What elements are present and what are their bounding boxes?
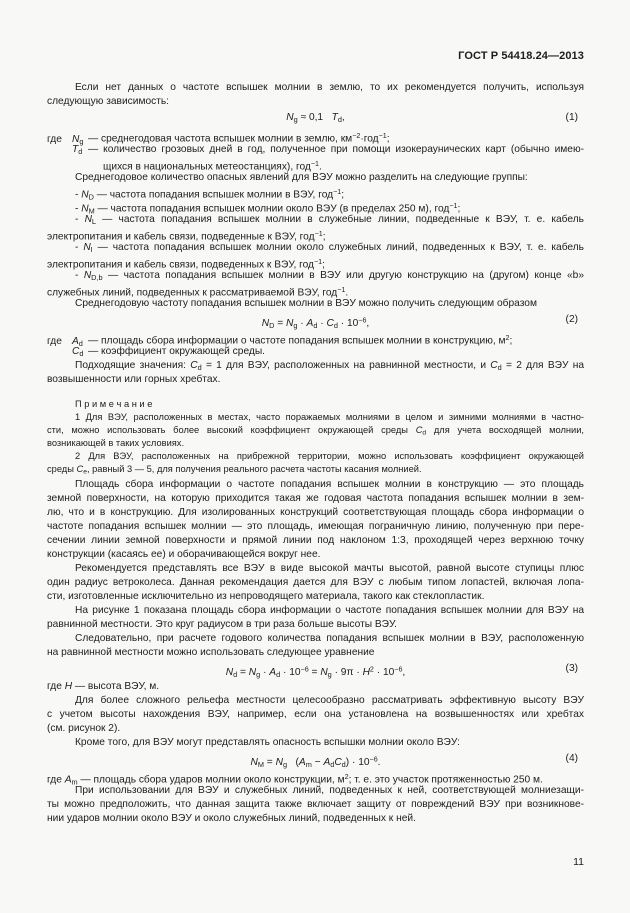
text-run: (см. рисунок 2). bbox=[47, 723, 121, 734]
text-run: , bbox=[402, 666, 406, 678]
subscript: g bbox=[256, 669, 261, 679]
text-run: - bbox=[75, 214, 85, 225]
formula-expression bbox=[226, 667, 406, 678]
math-symbol: N bbox=[72, 133, 80, 145]
formula-number: (1) bbox=[565, 112, 578, 123]
math-symbol: N bbox=[81, 203, 89, 215]
superscript: −1 bbox=[314, 230, 323, 238]
paragraph bbox=[47, 297, 584, 311]
text-run: · bbox=[260, 666, 270, 678]
text-line bbox=[47, 411, 584, 424]
text-run: сти, можно использовать более высокий коэффициент окружающей среды bbox=[47, 425, 416, 435]
superscript: −2 bbox=[352, 132, 361, 140]
text-line bbox=[47, 95, 584, 109]
text-run: · 9π · bbox=[331, 666, 363, 678]
text-line bbox=[47, 255, 584, 269]
math-symbol: T bbox=[72, 144, 79, 155]
text-line bbox=[47, 129, 584, 146]
text-line bbox=[47, 359, 584, 373]
subscript: d bbox=[337, 114, 342, 124]
text-run: Следовательно, при расчете годового количества попадания вспышек молнии в ВЭУ, расположенную bbox=[75, 633, 584, 644]
text-line bbox=[47, 283, 584, 297]
text-line bbox=[47, 373, 584, 387]
text-run: ; bbox=[322, 231, 326, 243]
math-symbol: A bbox=[298, 756, 306, 768]
math-symbol: N bbox=[286, 112, 294, 123]
text-run: - bbox=[75, 189, 82, 201]
paragraph bbox=[47, 770, 584, 787]
math-symbol: C bbox=[190, 360, 198, 371]
math-symbol: A bbox=[269, 666, 277, 678]
text-run: — количество грозовых дней в год, полученное при помощи изокераунических карт (обычно имею- bbox=[88, 144, 584, 155]
formula-number: (4) bbox=[565, 753, 578, 764]
text-line bbox=[47, 784, 584, 798]
paragraph bbox=[47, 694, 584, 736]
paragraph bbox=[47, 784, 584, 826]
superscript: −1 bbox=[310, 160, 319, 168]
text-run: На рисунке 1 показана площадь сбора информации о частоте попадания вспышек молнии для ВЭУ на bbox=[75, 605, 584, 616]
subscript: d bbox=[497, 362, 502, 372]
text-run: · 10 bbox=[280, 666, 301, 678]
paragraph bbox=[47, 562, 584, 604]
text-line bbox=[47, 157, 584, 171]
subscript: D bbox=[269, 320, 275, 330]
math-symbol: N bbox=[83, 270, 92, 281]
subscript: d bbox=[313, 320, 318, 330]
text-line bbox=[47, 506, 584, 520]
paragraph bbox=[47, 680, 584, 694]
subscript: g bbox=[293, 320, 298, 330]
text-line bbox=[47, 632, 584, 646]
text-run: Площадь сбора информации о частоте попадания вспышек молнии в конструкцию — это площадь bbox=[75, 479, 584, 490]
subscript: d bbox=[78, 338, 83, 348]
note-paragraph bbox=[47, 411, 584, 450]
text-run: · 10 bbox=[373, 666, 395, 678]
formula-expression bbox=[262, 318, 370, 329]
math-symbol: A bbox=[64, 774, 72, 786]
text-run: для учета восходящей молнии, bbox=[426, 425, 584, 435]
superscript: −1 bbox=[449, 202, 458, 210]
formula bbox=[47, 313, 584, 330]
text-run: - bbox=[75, 203, 82, 215]
math-symbol: T bbox=[331, 112, 338, 123]
text-run: где bbox=[47, 774, 65, 786]
math-symbol: A bbox=[323, 756, 331, 768]
superscript: −1 bbox=[313, 258, 323, 266]
math-symbol: N bbox=[286, 317, 294, 329]
superscript: −1 bbox=[337, 286, 346, 294]
paragraph bbox=[47, 241, 584, 269]
text-line bbox=[47, 463, 584, 476]
text-run: Среднегодовое количество опасных явлений для ВЭУ можно разделить на следующие группы: bbox=[75, 172, 528, 183]
text-run: = 1 для ВЭУ, расположенных на равнинной местности, и bbox=[201, 360, 491, 371]
subscript: m bbox=[71, 777, 78, 787]
text-run: ; bbox=[509, 335, 513, 347]
text-run: ; т. е. это участок протяженностью 250 м. bbox=[348, 774, 543, 786]
text-run: . bbox=[318, 161, 322, 173]
text-run: ; bbox=[322, 259, 325, 271]
superscript: −1 bbox=[333, 188, 342, 196]
text-run: — частота попадания вспышек молнии около ВЭУ (в пределах 250 м), год bbox=[94, 203, 450, 215]
text-run: — частота попадания вспышек молнии в служебные линии, подведенные к ВЭУ, т. е. кабель bbox=[96, 214, 584, 225]
formula bbox=[47, 662, 584, 679]
superscript: 2 bbox=[344, 773, 349, 781]
text-run: ; bbox=[341, 189, 345, 201]
text-line bbox=[47, 227, 584, 241]
subscript: g bbox=[79, 136, 84, 146]
defined-symbol bbox=[72, 143, 88, 159]
subscript: d bbox=[79, 348, 84, 358]
text-run: . bbox=[377, 756, 381, 768]
document-body bbox=[47, 81, 584, 826]
text-line bbox=[47, 646, 584, 660]
paragraph bbox=[47, 478, 584, 562]
text-run: Среднегодовую частоту попадания вспышек молнии в ВЭУ можно получить следующим образом bbox=[75, 298, 537, 309]
math-symbol: N bbox=[84, 214, 92, 225]
text-run: = bbox=[263, 756, 276, 768]
math-symbol: A bbox=[306, 317, 314, 329]
text-line bbox=[47, 520, 584, 534]
text-run: где bbox=[47, 681, 65, 692]
text-run: возвышенности или горных хребтах. bbox=[47, 374, 221, 385]
text-line bbox=[47, 722, 584, 736]
superscript: −6 bbox=[358, 316, 367, 324]
text-run: Для более сложного рельефа местности целесообразно рассматривать эффективную высоту ВЭУ bbox=[75, 695, 584, 706]
text-run: на равнинной местности можно использовать следующее уравнение bbox=[47, 647, 375, 658]
text-run: — среднегодовая частота вспышек молнии в землю, км bbox=[88, 133, 353, 145]
text-run: . bbox=[345, 287, 349, 299]
subscript: d bbox=[422, 429, 427, 437]
text-line bbox=[47, 770, 584, 787]
text-line bbox=[47, 798, 584, 812]
text-run: ( bbox=[287, 756, 299, 768]
superscript: 2 bbox=[369, 665, 374, 673]
formula-expression bbox=[250, 757, 380, 768]
text-line bbox=[47, 185, 584, 202]
text-line bbox=[47, 534, 584, 548]
paragraph bbox=[47, 171, 584, 185]
text-line bbox=[47, 81, 584, 95]
paragraph bbox=[47, 81, 584, 109]
text-line bbox=[47, 492, 584, 506]
text-line bbox=[47, 345, 584, 359]
math-symbol: C bbox=[415, 425, 423, 435]
note-paragraph bbox=[47, 450, 584, 476]
text-run: конструкции (касаясь ее) и оборачивающейся вокруг нее. bbox=[47, 549, 321, 560]
where-clause bbox=[47, 143, 584, 171]
text-line bbox=[47, 424, 584, 437]
where-clause bbox=[47, 129, 584, 146]
where-label: где bbox=[47, 133, 62, 145]
subscript: D bbox=[88, 192, 94, 202]
superscript: −6 bbox=[369, 755, 378, 763]
text-line bbox=[47, 604, 584, 618]
text-run: ты можно предположить, что данная защита также включает защиту от повреждений ВЭУ при возникнове- bbox=[47, 799, 584, 810]
text-run: следующую зависимость: bbox=[47, 96, 170, 107]
text-line bbox=[47, 437, 584, 450]
superscript: −6 bbox=[394, 665, 403, 673]
math-symbol: N bbox=[83, 242, 91, 253]
paragraph bbox=[47, 604, 584, 632]
paragraph bbox=[47, 632, 584, 660]
text-run: · bbox=[317, 317, 327, 329]
text-line bbox=[47, 812, 584, 826]
text-run: — коэффициент окружающей среды. bbox=[88, 346, 265, 357]
subscript: M bbox=[88, 206, 95, 216]
subscript: d bbox=[78, 146, 83, 156]
text-line bbox=[47, 331, 584, 348]
text-run: 2 Для ВЭУ, расположенных на прибрежной территории, можно использовать коэффициент окружающей bbox=[75, 451, 584, 461]
subscript: g bbox=[293, 114, 298, 124]
subscript: d bbox=[233, 669, 238, 679]
where-clause bbox=[47, 345, 584, 359]
subscript: I bbox=[90, 244, 93, 254]
text-run: электропитания и кабель связи, подведенных к ВЭУ, год bbox=[47, 259, 314, 271]
text-run: земной поверхности, на которую приходится такая же годовая частота попадания вспышек молнии в зем- bbox=[47, 493, 584, 504]
text-run: - bbox=[75, 270, 84, 281]
text-run: равнинной местности. Это круг радиусом в три раза больше высоты ВЭУ. bbox=[47, 619, 397, 630]
text-run: = bbox=[308, 666, 321, 678]
text-run: · bbox=[297, 317, 307, 329]
subscript: g bbox=[327, 669, 332, 679]
text-run: = bbox=[274, 317, 287, 329]
text-run: нии ударов молнии около ВЭУ и около служебных линий, подведенных к ней. bbox=[47, 813, 416, 824]
text-line bbox=[47, 171, 584, 185]
text-line bbox=[47, 708, 584, 722]
superscript: 2 bbox=[505, 334, 510, 342]
text-run: При использовании для ВЭУ и служебных линий, подведенных к ней, соответствующей молниезащи- bbox=[75, 785, 584, 796]
paragraph bbox=[47, 213, 584, 241]
math-symbol: A bbox=[72, 335, 79, 347]
text-run: - bbox=[75, 242, 84, 253]
text-run: , bbox=[341, 112, 345, 123]
math-symbol: C bbox=[326, 317, 334, 329]
document-header: ГОСТ Р 54418.24—2013 bbox=[458, 50, 584, 62]
text-run: · 10 bbox=[337, 317, 359, 329]
text-run: − bbox=[311, 756, 324, 768]
text-line bbox=[47, 694, 584, 708]
formula bbox=[47, 111, 584, 125]
text-line bbox=[47, 143, 584, 157]
math-symbol: N bbox=[81, 189, 89, 201]
text-run: ) · 10 bbox=[345, 756, 370, 768]
text-line bbox=[47, 450, 584, 463]
text-run: служебных линий, подведенных к рассматриваемой ВЭУ, год bbox=[47, 287, 338, 299]
math-symbol: N bbox=[225, 666, 234, 678]
math-symbol: C bbox=[490, 360, 498, 371]
text-run: , равный 3 — 5, для получения реального расчета частоты касания молнией. bbox=[86, 464, 422, 474]
formula bbox=[47, 752, 584, 769]
math-symbol: H bbox=[362, 666, 370, 678]
text-run: частоте попадания вспышек молнии — это площадь, имеющая пограничную линию, полученную при пере- bbox=[47, 521, 584, 532]
subscript: d bbox=[276, 669, 281, 679]
page-number: 11 bbox=[573, 856, 584, 868]
text-run: Если нет данных о частоте вспышек молнии в землю, то их рекомендуется получить, используя bbox=[75, 82, 584, 93]
text-run: — высота ВЭУ, м. bbox=[72, 681, 160, 692]
where-clause bbox=[47, 331, 584, 348]
text-line bbox=[47, 590, 584, 604]
subscript: g bbox=[282, 759, 288, 769]
math-symbol: N bbox=[250, 756, 258, 768]
text-line bbox=[47, 548, 584, 562]
text-run: 1 Для ВЭУ, расположенных в местах, часто поражаемых молниями в целом и зимними молниями в частно- bbox=[75, 412, 584, 422]
subscript: M bbox=[257, 759, 264, 769]
text-run: Кроме того, для ВЭУ могут представлять опасность вспышки молнии около ВЭУ: bbox=[75, 737, 460, 748]
text-run: ; bbox=[386, 133, 390, 145]
text-line bbox=[47, 576, 584, 590]
text-line bbox=[47, 680, 584, 694]
text-run: один радиус ветроколеса. Данная рекомендация дается для ВЭУ с любым типом лопастей, включая лопа- bbox=[47, 577, 584, 588]
text-run: — частота попадания вспышек молнии около служебных линий, подведенных к ВЭУ, т. е. кабель bbox=[92, 242, 584, 253]
text-line bbox=[47, 269, 584, 283]
text-run: = bbox=[237, 666, 249, 678]
text-line bbox=[47, 199, 584, 216]
where-label: где bbox=[47, 335, 62, 347]
paragraph bbox=[47, 199, 584, 216]
subscript: L bbox=[91, 216, 96, 226]
subscript: e bbox=[83, 468, 87, 476]
text-run: Рекомендуется представлять все ВЭУ в виде высокой мачты высотой, равной высоте ступицы плюс bbox=[75, 563, 584, 574]
text-run: — частота попадания вспышек молнии в ВЭУ или другую конструкцию на (другом) конце «b» bbox=[102, 270, 584, 281]
math-symbol: C bbox=[72, 346, 80, 357]
text-run: ≈ 0,1 bbox=[297, 112, 332, 123]
text-run: , bbox=[366, 317, 370, 329]
subscript: d bbox=[333, 320, 338, 330]
paragraph bbox=[47, 736, 584, 750]
superscript: −1 bbox=[378, 132, 387, 140]
text-run: — частота попадания вспышек молнии в ВЭУ, год bbox=[93, 189, 334, 201]
math-symbol: C bbox=[334, 756, 342, 768]
text-run: среды bbox=[47, 464, 77, 474]
text-run: — площадь сбора ударов молнии около конструкции, м bbox=[77, 774, 345, 786]
math-symbol: N bbox=[320, 666, 328, 678]
subscript: m bbox=[305, 759, 312, 769]
math-symbol: N bbox=[261, 317, 270, 329]
text-run: — площадь сбора информации о частоте попадания вспышек молнии в конструкцию, м bbox=[88, 335, 506, 347]
formula-expression bbox=[286, 112, 345, 123]
paragraph bbox=[47, 269, 584, 297]
math-symbol: N bbox=[248, 666, 257, 678]
paragraph bbox=[47, 185, 584, 202]
formula-number: (2) bbox=[565, 314, 578, 325]
math-symbol: C bbox=[76, 464, 84, 474]
text-run: электропитания и кабель связи, подведенные к ВЭУ, год bbox=[47, 231, 315, 243]
subscript: d bbox=[341, 759, 346, 769]
text-line bbox=[47, 562, 584, 576]
text-run: с учетом высоты нахождения ВЭУ, например, если она установлена на возвышенностях или хребтах bbox=[47, 709, 584, 720]
text-run: щихся в национальных метеостанциях), год bbox=[103, 161, 311, 173]
subscript: d bbox=[197, 362, 202, 372]
text-run: возникающей в таких условиях. bbox=[47, 438, 185, 448]
subscript: D,b bbox=[91, 272, 103, 282]
text-run: Подходящие значения: bbox=[75, 360, 191, 371]
text-line bbox=[47, 241, 584, 255]
formula-number: (3) bbox=[565, 663, 578, 674]
text-run: = 2 для ВЭУ на bbox=[501, 360, 584, 371]
text-run: сти, изготовленные исключительно из непроводящего материала, такого как стеклопластик. bbox=[47, 591, 485, 602]
math-symbol: N bbox=[275, 756, 283, 768]
math-symbol: H bbox=[64, 681, 73, 692]
text-line bbox=[47, 618, 584, 632]
note-heading: П р и м е ч а н и е bbox=[75, 399, 153, 409]
text-run: ; bbox=[457, 203, 461, 215]
text-line bbox=[47, 213, 584, 227]
superscript: −6 bbox=[300, 665, 309, 673]
text-run: сечении линии земной поверхности и прямой линии под наклоном 1:3, проходящей через верхнюю точку bbox=[47, 535, 584, 546]
text-line bbox=[47, 478, 584, 492]
text-line bbox=[47, 297, 584, 311]
subscript: d bbox=[330, 759, 335, 769]
paragraph bbox=[47, 359, 584, 387]
text-run: ·год bbox=[360, 133, 379, 145]
text-line bbox=[47, 736, 584, 750]
text-run: лю, что и в конструкцию. Для изолированных конструкций соответствующая площадь сбора информации о bbox=[47, 507, 584, 518]
